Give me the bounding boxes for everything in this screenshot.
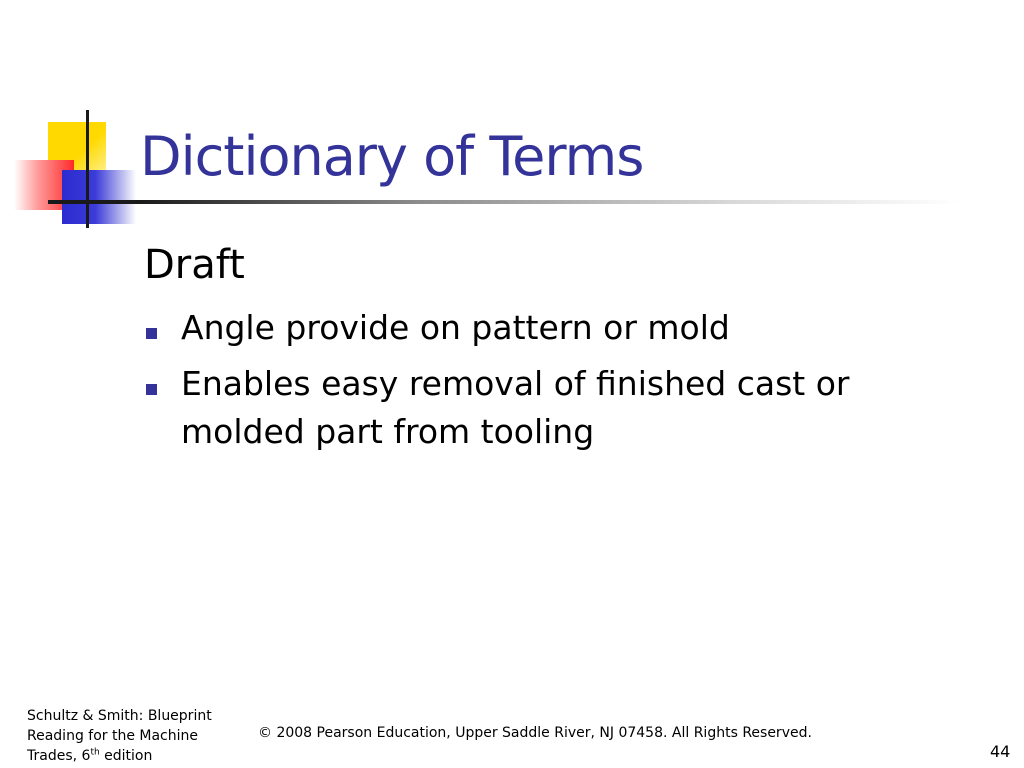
title-rule-wrapper bbox=[0, 0, 1024, 240]
footer-source-line: Schultz & Smith: Blueprint bbox=[27, 708, 212, 724]
footer-source-line bbox=[27, 746, 247, 766]
footer-source-line: Reading for the Machine bbox=[27, 728, 199, 744]
footer-source bbox=[27, 706, 247, 766]
term-heading: Draft bbox=[144, 242, 245, 288]
definition-text: Angle provide on pattern or mold bbox=[181, 308, 730, 347]
page-number: 44 bbox=[990, 742, 1011, 761]
footer-edition-superscript: th bbox=[90, 747, 100, 758]
footer-edition-suffix: edition bbox=[99, 748, 153, 764]
footer-edition-prefix: Trades, 6 bbox=[27, 748, 91, 764]
square-bullet-icon bbox=[146, 328, 157, 339]
title-underline-rule bbox=[48, 200, 960, 204]
definition-item bbox=[144, 304, 944, 352]
definition-list bbox=[144, 304, 944, 464]
footer-copyright: © 2008 Pearson Education, Upper Saddle River, NJ 07458. All Rights Reserved. bbox=[258, 725, 812, 741]
slide-title: Dictionary of Terms bbox=[140, 125, 644, 188]
square-bullet-icon bbox=[146, 384, 157, 395]
definition-text: Enables easy removal of finished cast or molded part from tooling bbox=[181, 364, 850, 451]
definition-item bbox=[144, 360, 944, 456]
